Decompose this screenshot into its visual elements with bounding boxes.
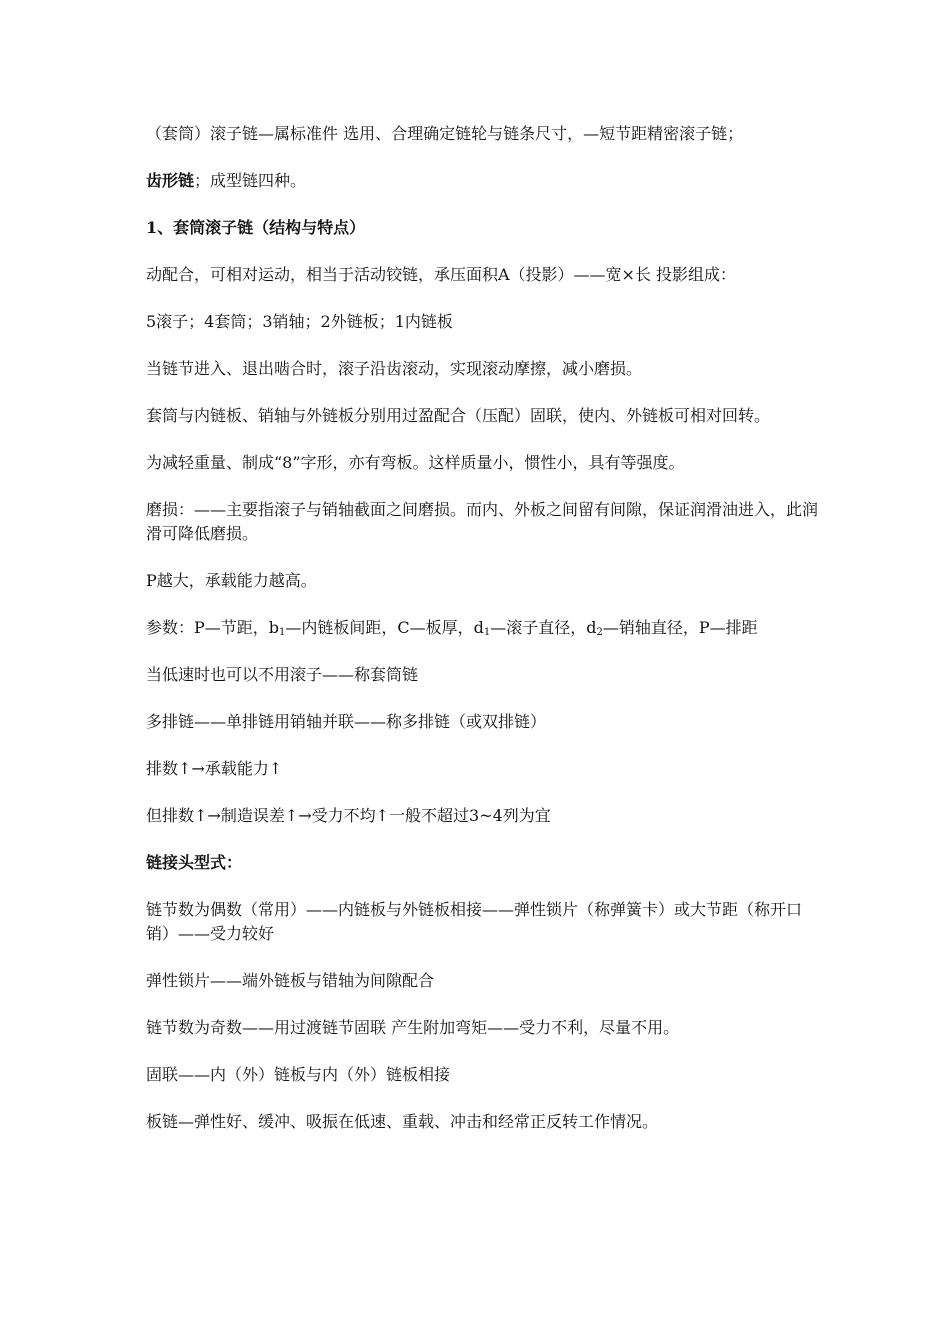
chain-types-rest: ；成型链四种。	[194, 171, 307, 190]
heading-joint-types: 链接头型式：	[146, 853, 243, 872]
paragraph-even-links: 链节数为偶数（常用）——内链板与外链板相接——弹性锁片（称弹簧卡）或大节距（称开口销）——受力较好	[146, 900, 803, 943]
paragraph-rows-limit: 但排数↑→制造误差↑→受力不均↑一般不超过3~4列为宜	[146, 806, 551, 825]
paragraph-pitch-capacity: P越大，承载能力越高。	[146, 571, 317, 590]
paragraph-plate-chain: 板链—弹性好、缓冲、吸振在低速、重载、冲击和经常正反转工作情况。	[146, 1112, 659, 1131]
paragraph-rolling-friction: 当链节进入、退出啮合时，滚子沿齿滚动，实现滚动摩擦，减小磨损。	[146, 359, 643, 378]
paragraph-sleeve-chain: 当低速时也可以不用滚子——称套筒链	[146, 665, 419, 684]
params-mid2: —滚子直径，d	[490, 618, 597, 637]
paragraph-figure-eight-shape: 为减轻重量、制成“8”字形，亦有弯板。这样质量小，惯性小，具有等强度。	[146, 453, 685, 472]
params-lead: 参数：P—节距，b	[146, 618, 280, 637]
subscript-d1: 1	[483, 627, 491, 638]
paragraph-fixed-joint: 固联——内（外）链板与内（外）链板相接	[146, 1065, 451, 1084]
paragraph-odd-links: 链节数为奇数——用过渡链节固联 产生附加弯矩——受力不利，尽量不用。	[146, 1018, 680, 1037]
paragraph-components: 5滚子；4套筒；3销轴；2外链板；1内链板	[146, 312, 453, 331]
document-body	[146, 122, 818, 1157]
params-tail: —销轴直径，P—排距	[602, 618, 758, 637]
paragraph-rows-capacity: 排数↑→承载能力↑	[146, 759, 283, 778]
paragraph-interference-fit: 套筒与内链板、销轴与外链板分别用过盈配合（压配）固联，使内、外链板可相对回转。	[146, 406, 771, 425]
heading-sleeve-roller-chain: 1、套筒滚子链（结构与特点）	[146, 218, 366, 237]
paragraph-dynamic-fit: 动配合，可相对运动，相当于活动铰链，承压面积A（投影）——宽×长 投影组成：	[146, 265, 737, 284]
subscript-b1: 1	[279, 627, 286, 638]
paragraph-multi-row-chain: 多排链——单排链用销轴并联——称多排链（或双排链）	[146, 712, 547, 731]
bold-term-toothed-chain: 齿形链	[146, 171, 195, 190]
paragraph-parameters	[146, 616, 818, 640]
subscript-d2: 2	[596, 627, 603, 638]
paragraph-spring-clip: 弹性锁片——端外链板与错轴为间隙配合	[146, 971, 435, 990]
paragraph-roller-chain-intro: （套筒）滚子链—属标准件 选用、合理确定链轮与链条尺寸，—短节距精密滚子链；	[146, 124, 744, 143]
params-mid1: —内链板间距，C—板厚，d	[285, 618, 484, 637]
paragraph-chain-types	[146, 169, 818, 193]
paragraph-wear: 磨损：——主要指滚子与销轴截面之间磨损。而内、外板之间留有间隙，保证润滑油进入，此润滑可降低磨损。	[146, 500, 819, 543]
